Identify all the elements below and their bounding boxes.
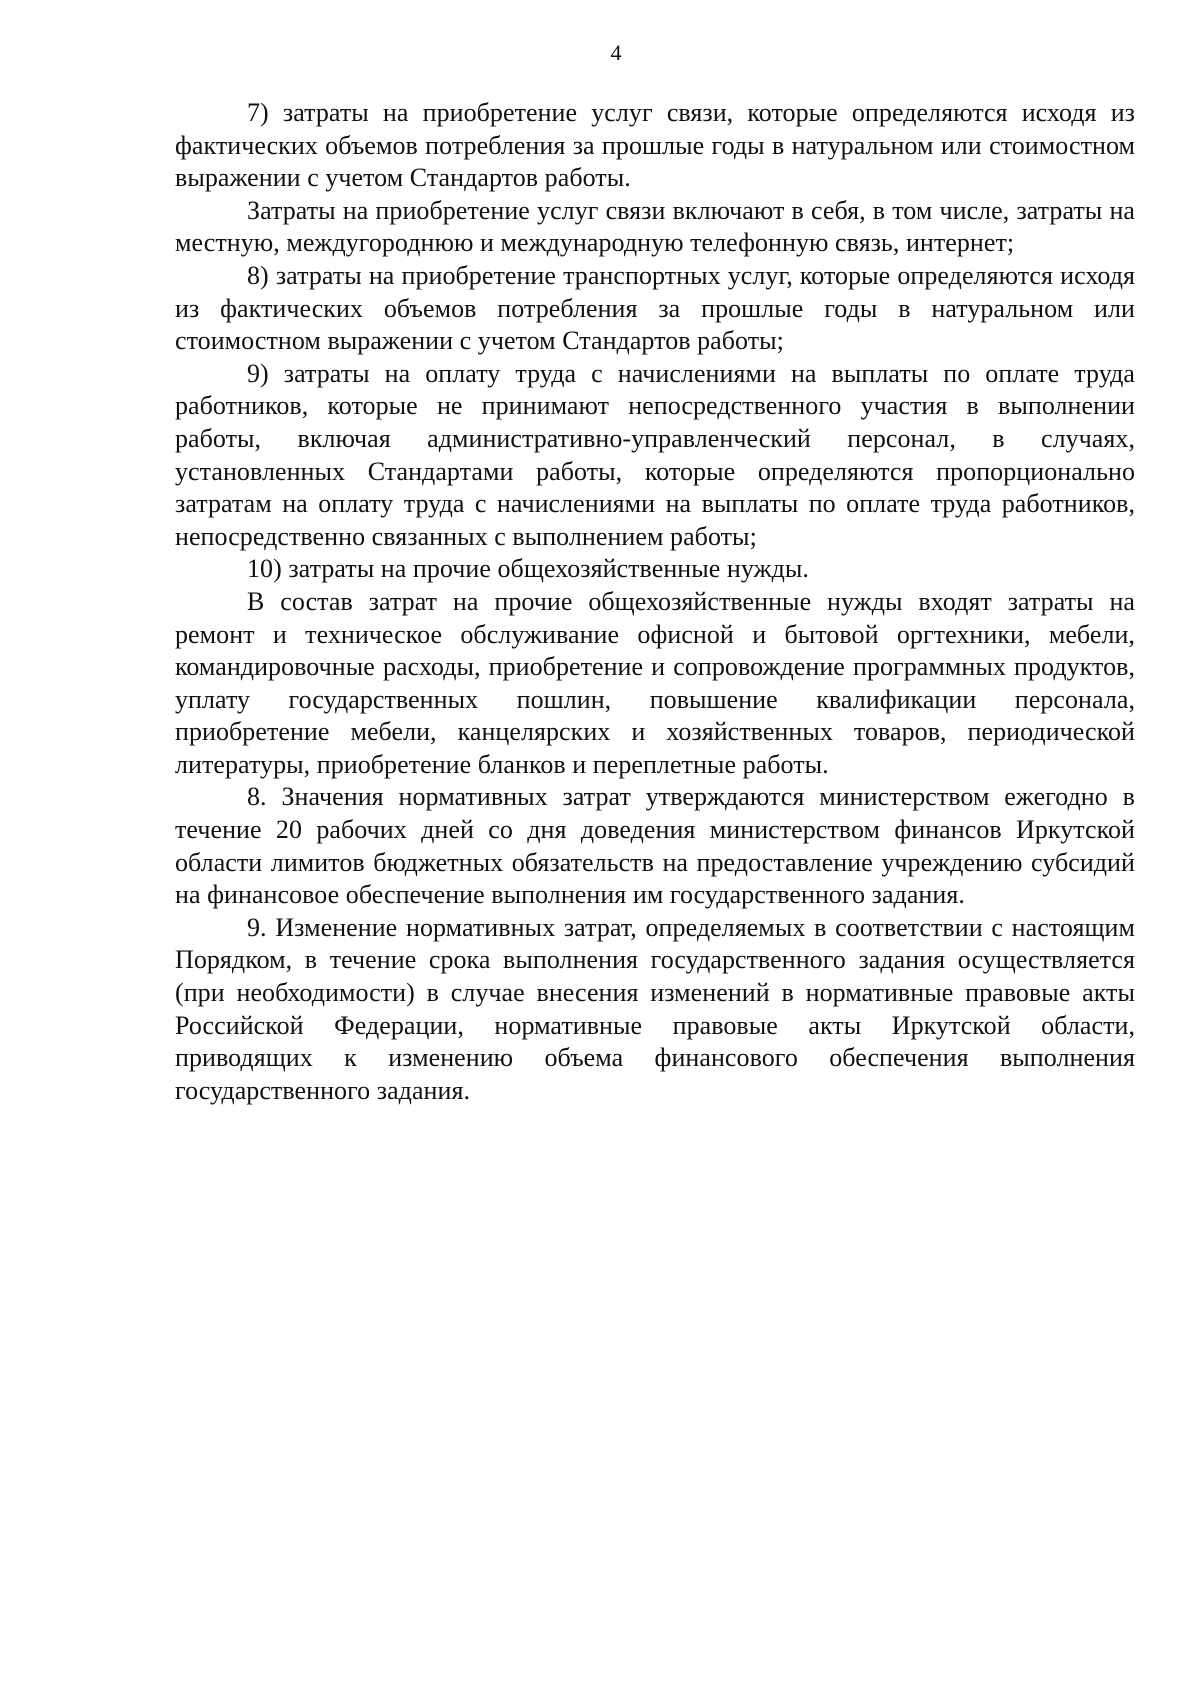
paragraph-general-needs: В состав затрат на прочие общехозяйственные нужды входят затраты на ремонт и техническое обслуживание офисной и бытовой оргтехники, мебели, командировочные расходы, приобретение и сопровождение программных продуктов, уплату государственных пошлин, повышение квалификации персонала, приобретение мебели, канцелярских и хозяйственных товаров, периодической литературы, приобретение бланков и переплетные работы. bbox=[175, 586, 1135, 779]
paragraph-item-9: 9) затраты на оплату труда с начислениями на выплаты по оплате труда работников, которые не принимают непосредственного участия в выполнении работы, включая административно-управленческий персонал, в случаях, установленных Стандартами работы, которые определяются пропорционально затратам на оплату труда с начислениями на выплаты по оплате труда работников, непосредственно связанных с выполнением работы; bbox=[175, 358, 1135, 551]
page-number: 4 bbox=[610, 40, 622, 65]
paragraph-section-8: 8. Значения нормативных затрат утверждаются министерством ежегодно в течение 20 рабочих дней со дня доведения министерством финансов Иркутской области лимитов бюджетных обязательств на предоставление учреждению субсидий на финансовое обеспечение выполнения им государственного задания. bbox=[175, 782, 1135, 910]
document-body bbox=[175, 97, 1135, 1107]
paragraph-item-8: 8) затраты на приобретение транспортных услуг, которые определяются исходя из фактических объемов потребления за прошлые годы в натуральном или стоимостном выражении с учетом Стандартов работы; bbox=[175, 260, 1135, 356]
paragraph-section-9: 9. Изменение нормативных затрат, определяемых в соответствии с настоящим Порядком, в течение срока выполнения государственного задания осуществляется (при необходимости) в случае внесения изменений в нормативные правовые акты Российской Федерации, нормативные правовые акты Иркутской области, приводящих к изменению объема финансового обеспечения выполнения государственного задания. bbox=[175, 912, 1135, 1105]
paragraph-item-7: 7) затраты на приобретение услуг связи, которые определяются исходя из фактических объемов потребления за прошлые годы в натуральном или стоимостном выражении с учетом Стандартов работы. bbox=[175, 98, 1135, 193]
paragraph-communication-costs: Затраты на приобретение услуг связи включают в себя, в том числе, затраты на местную, междугороднюю и международную телефонную связь, интернет; bbox=[175, 195, 1135, 258]
paragraph-item-10: 10) затраты на прочие общехозяйственные нужды. bbox=[247, 554, 809, 584]
